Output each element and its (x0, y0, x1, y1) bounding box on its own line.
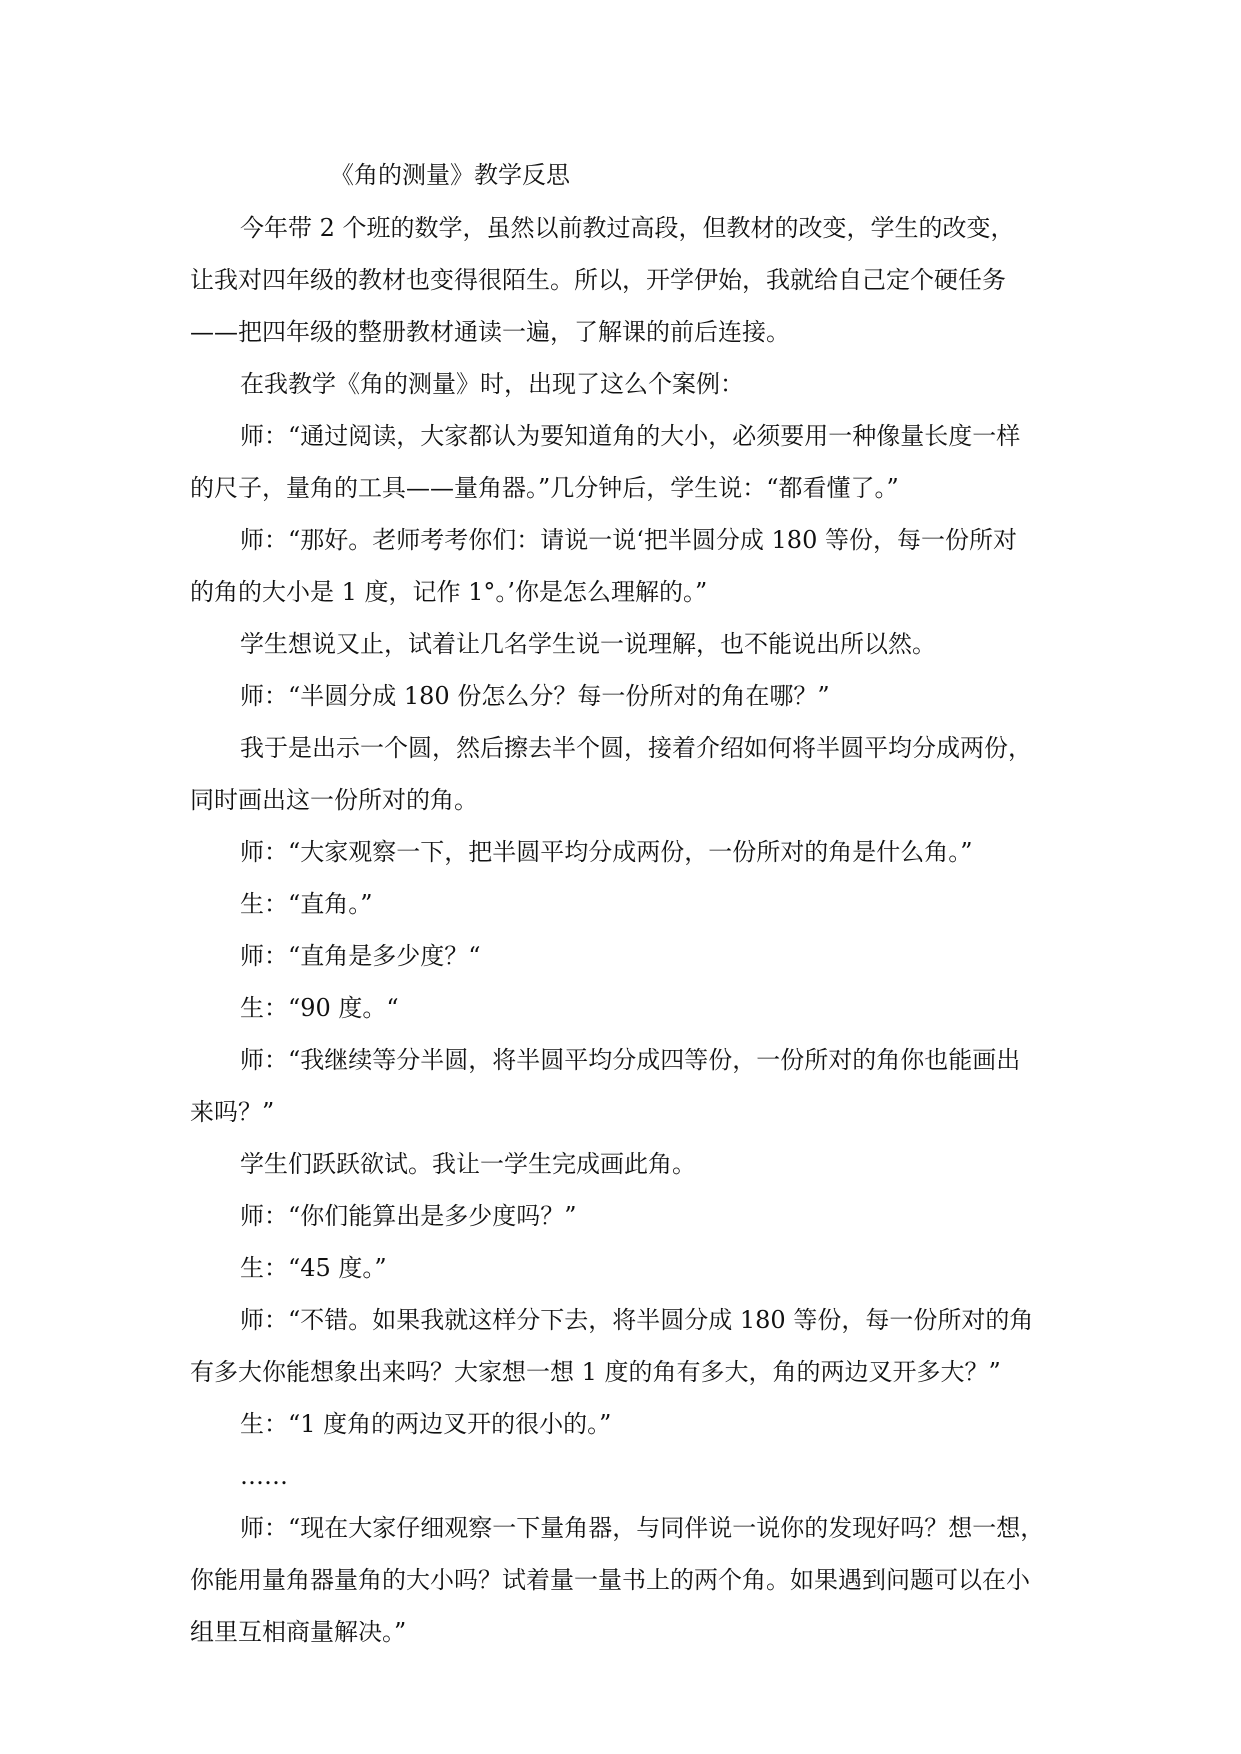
text-line: 今年带 2 个班的数学，虽然以前教过高段，但教材的改变，学生的改变， (240, 214, 1015, 242)
text-line: 生：“直角。” (240, 890, 373, 918)
text-line: 师：“通过阅读，大家都认为要知道角的大小，必须要用一种像量长度一样 (240, 422, 1021, 450)
text-line: 师：“你们能算出是多少度吗？” (240, 1202, 577, 1230)
text-line: 让我对四年级的教材也变得很陌生。所以，开学伊始，我就给自己定个硬任务 (190, 266, 1006, 294)
text-line: 师：“现在大家仔细观察一下量角器，与同伴说一说你的发现好吗？想一想， (240, 1514, 1045, 1542)
text-line: 师：“不错。如果我就这样分下去，将半圆分成 180 等份，每一份所对的角 (240, 1306, 1034, 1334)
text-line: 师：“半圆分成 180 份怎么分？每一份所对的角在哪？” (240, 682, 830, 710)
text-line: 师：“那好。老师考考你们：请说一说‘把半圆分成 180 等份，每一份所对 (240, 526, 1017, 554)
text-line: 组里互相商量解决。” (190, 1618, 407, 1646)
text-line: 师：“直角是多少度？“ (240, 942, 481, 970)
text-line: 学生们跃跃欲试。我让一学生完成画此角。 (240, 1150, 696, 1178)
text-line: 的尺子，量角的工具——量角器。”几分钟后，学生说：“都看懂了。” (190, 474, 899, 502)
document-title: 《角的测量》教学反思 (330, 161, 570, 189)
text-line: 你能用量角器量角的大小吗？试着量一量书上的两个角。如果遇到问题可以在小 (190, 1566, 1030, 1594)
text-line: 生：“1 度角的两边叉开的很小的。” (240, 1410, 612, 1438)
text-line: 生：“90 度。“ (240, 994, 399, 1022)
text-line: 有多大你能想象出来吗？大家想一想 1 度的角有多大，角的两边叉开多大？” (190, 1358, 1001, 1386)
text-line: 同时画出这一份所对的角。 (190, 786, 478, 814)
text-line: 师：“我继续等分半圆，将半圆平均分成四等份，一份所对的角你也能画出 (240, 1046, 1021, 1074)
text-line: 师：“大家观察一下，把半圆平均分成两份，一份所对的角是什么角。” (240, 838, 973, 866)
text-line: 学生想说又止，试着让几名学生说一说理解，也不能说出所以然。 (240, 630, 936, 658)
text-line: 生：“45 度。” (240, 1254, 387, 1282)
text-line: …… (240, 1462, 288, 1490)
document-body (190, 202, 1070, 1658)
text-line: 来吗？” (190, 1098, 275, 1126)
text-line: ——把四年级的整册教材通读一遍，了解课的前后连接。 (190, 318, 790, 346)
text-line: 的角的大小是 1 度，记作 1°。’你是怎么理解的。” (190, 578, 708, 606)
text-line: 我于是出示一个圆，然后擦去半个圆，接着介绍如何将半圆平均分成两份， (240, 734, 1032, 762)
text-line: 在我教学《角的测量》时，出现了这么个案例： (240, 370, 744, 398)
